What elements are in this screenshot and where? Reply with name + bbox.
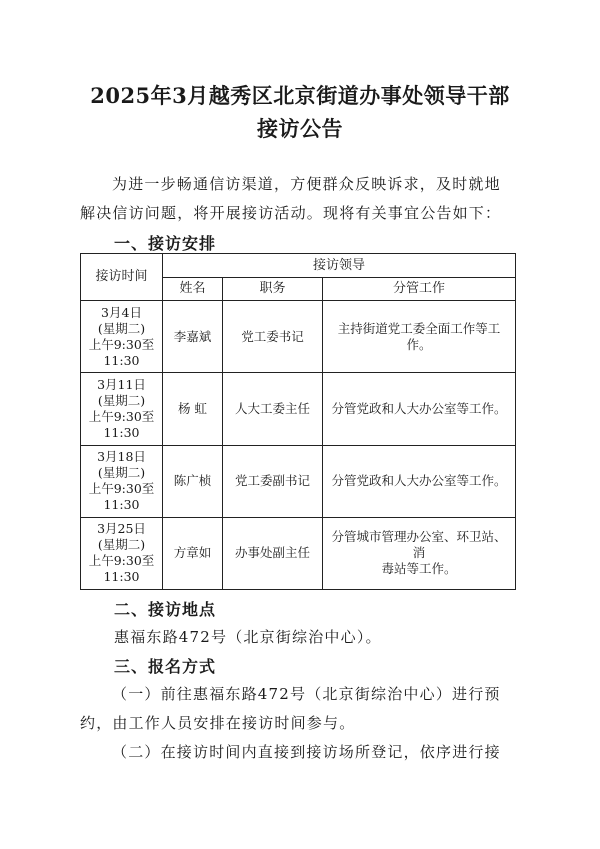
row-work [323, 445, 516, 517]
intro-paragraph-line1: 为进一步畅通信访渠道，方便群众反映诉求，及时就地 [112, 175, 501, 193]
row-time-start: 上午9:30至 [88, 481, 155, 497]
row-date: 3月18日 [97, 449, 146, 465]
header-leader: 接访领导 [163, 254, 516, 278]
row-work-line1: 分管党政和人大办公室等工作。 [331, 473, 507, 489]
row-post: 党工委书记 [223, 301, 323, 373]
row-name: 陈广桢 [163, 445, 223, 517]
row-time [81, 301, 163, 373]
row-weekday: (星期二) [97, 465, 146, 481]
table-row [81, 373, 516, 445]
row-weekday: (星期二) [97, 320, 146, 336]
row-time-end: 11:30 [103, 424, 140, 440]
row-work-line1: 主持街道党工委全面工作等工作。 [337, 320, 501, 352]
row-date: 3月25日 [97, 521, 146, 537]
intro-paragraph-line2: 解决信访问题，将开展接访活动。现将有关事宜公告如下： [80, 204, 502, 222]
row-post: 人大工委主任 [223, 373, 323, 445]
schedule-table [80, 253, 516, 590]
row-work [323, 517, 516, 589]
header-name: 姓名 [163, 278, 223, 301]
row-time-start: 上午9:30至 [88, 408, 155, 424]
location-text: 惠福东路472号（北京街综治中心）。 [114, 628, 382, 646]
row-post: 党工委副书记 [223, 445, 323, 517]
row-name: 方章如 [163, 517, 223, 589]
row-time [81, 517, 163, 589]
row-work [323, 301, 516, 373]
row-time [81, 373, 163, 445]
method1-line2: 约，由工作人员安排在接访时间参与。 [80, 714, 356, 732]
table-row [81, 301, 516, 373]
section-heading-location: 二、接访地点 [114, 600, 217, 619]
row-work-line1: 分管城市管理办公室、环卫站、消 [331, 529, 507, 561]
row-name: 杨 虹 [163, 373, 223, 445]
row-time-end: 11:30 [103, 569, 140, 585]
row-work-line2: 毒站等工作。 [381, 561, 457, 577]
row-date: 3月4日 [101, 304, 142, 320]
document-title-line2: 接访公告 [257, 116, 343, 141]
section-heading-signup: 三、报名方式 [114, 657, 217, 676]
table-row [81, 445, 516, 517]
table-row [81, 517, 516, 589]
row-weekday: (星期二) [97, 537, 146, 553]
header-work: 分管工作 [323, 278, 516, 301]
header-time: 接访时间 [81, 254, 163, 301]
row-work [323, 373, 516, 445]
row-time [81, 445, 163, 517]
document-title-line1: 2025年3月越秀区北京街道办事处领导干部 [90, 83, 510, 108]
row-time-end: 11:30 [103, 497, 140, 513]
table-header-row [81, 254, 516, 278]
row-post: 办事处副主任 [223, 517, 323, 589]
row-time-start: 上午9:30至 [88, 336, 155, 352]
method2-line1: （二）在接访时间内直接到接访场所登记，依序进行接 [112, 743, 501, 761]
row-time-end: 11:30 [103, 352, 140, 368]
row-weekday: (星期二) [97, 392, 146, 408]
header-post: 职务 [223, 278, 323, 301]
row-work-line1: 分管党政和人大办公室等工作。 [331, 400, 507, 416]
method1-line1: （一）前往惠福东路472号（北京街综治中心）进行预 [112, 685, 501, 703]
row-name: 李嘉斌 [163, 301, 223, 373]
section-heading-schedule: 一、接访安排 [114, 234, 217, 253]
row-time-start: 上午9:30至 [88, 553, 155, 569]
row-date: 3月11日 [97, 376, 146, 392]
